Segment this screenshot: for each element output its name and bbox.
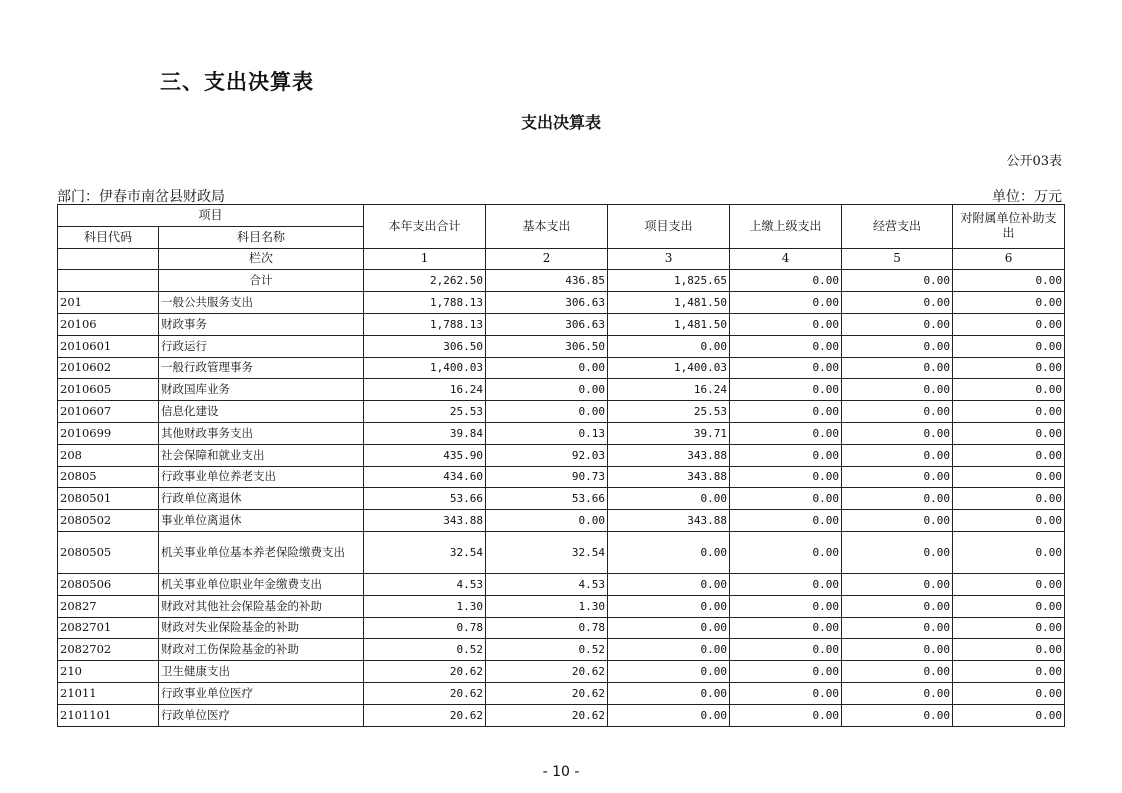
- cell-subsidy: 0.00: [953, 531, 1065, 573]
- cell-total: 343.88: [364, 510, 486, 532]
- cell-total: 20.62: [364, 661, 486, 683]
- index-5: 5: [842, 248, 953, 270]
- table-row: [58, 682, 1065, 704]
- index-6: 6: [953, 248, 1065, 270]
- cell-basic: 0.00: [486, 401, 608, 423]
- table-row: [58, 661, 1065, 683]
- cell-upper: 0.00: [730, 379, 842, 401]
- header-total: 本年支出合计: [364, 205, 486, 249]
- cell-name: 行政单位医疗: [159, 704, 364, 726]
- cell-upper: 0.00: [730, 704, 842, 726]
- cell-project: 25.53: [608, 401, 730, 423]
- section-title: 三、支出决算表: [160, 70, 314, 94]
- cell-code: 2080506: [58, 573, 159, 595]
- cell-project: 0.00: [608, 682, 730, 704]
- cell-name: 社会保障和就业支出: [159, 444, 364, 466]
- total-v6: 0.00: [953, 270, 1065, 292]
- cell-code: 2101101: [58, 704, 159, 726]
- cell-total: 4.53: [364, 573, 486, 595]
- cell-business: 0.00: [842, 292, 953, 314]
- cell-project: 0.00: [608, 704, 730, 726]
- cell-project: 0.00: [608, 661, 730, 683]
- total-v1: 2,262.50: [364, 270, 486, 292]
- cell-business: 0.00: [842, 510, 953, 532]
- cell-total: 32.54: [364, 531, 486, 573]
- cell-project: 16.24: [608, 379, 730, 401]
- cell-upper: 0.00: [730, 595, 842, 617]
- cell-total: 20.62: [364, 682, 486, 704]
- cell-business: 0.00: [842, 357, 953, 379]
- table-row: [58, 704, 1065, 726]
- cell-basic: 1.30: [486, 595, 608, 617]
- cell-basic: 0.52: [486, 639, 608, 661]
- index-label: 栏次: [159, 248, 364, 270]
- cell-total: 1.30: [364, 595, 486, 617]
- cell-upper: 0.00: [730, 682, 842, 704]
- cell-total: 39.84: [364, 422, 486, 444]
- cell-basic: 306.63: [486, 292, 608, 314]
- cell-project: 343.88: [608, 444, 730, 466]
- cell-code: 2010607: [58, 401, 159, 423]
- cell-project: 0.00: [608, 335, 730, 357]
- cell-upper: 0.00: [730, 510, 842, 532]
- cell-name: 信息化建设: [159, 401, 364, 423]
- cell-basic: 90.73: [486, 466, 608, 488]
- cell-name: 行政运行: [159, 335, 364, 357]
- cell-total: 20.62: [364, 704, 486, 726]
- cell-project: 1,400.03: [608, 357, 730, 379]
- index-1: 1: [364, 248, 486, 270]
- table-row: [58, 617, 1065, 639]
- cell-upper: 0.00: [730, 444, 842, 466]
- total-v2: 436.85: [486, 270, 608, 292]
- cell-subsidy: 0.00: [953, 444, 1065, 466]
- index-row: [58, 248, 1065, 270]
- cell-subsidy: 0.00: [953, 639, 1065, 661]
- cell-subsidy: 0.00: [953, 682, 1065, 704]
- cell-upper: 0.00: [730, 639, 842, 661]
- cell-subsidy: 0.00: [953, 292, 1065, 314]
- cell-subsidy: 0.00: [953, 595, 1065, 617]
- cell-project: 0.00: [608, 573, 730, 595]
- cell-total: 25.53: [364, 401, 486, 423]
- cell-total: 306.50: [364, 335, 486, 357]
- cell-name: 财政国库业务: [159, 379, 364, 401]
- cell-subsidy: 0.00: [953, 661, 1065, 683]
- cell-basic: 0.00: [486, 379, 608, 401]
- header-subsidy: 对附属单位补助支出: [953, 205, 1065, 249]
- cell-code: 2082702: [58, 639, 159, 661]
- table-row: [58, 639, 1065, 661]
- cell-upper: 0.00: [730, 466, 842, 488]
- total-row: [58, 270, 1065, 292]
- cell-basic: 20.62: [486, 682, 608, 704]
- index-blank: [58, 248, 159, 270]
- cell-name: 财政事务: [159, 313, 364, 335]
- cell-total: 0.78: [364, 617, 486, 639]
- cell-business: 0.00: [842, 444, 953, 466]
- cell-total: 1,788.13: [364, 292, 486, 314]
- total-v3: 1,825.65: [608, 270, 730, 292]
- table-row: [58, 466, 1065, 488]
- cell-code: 2080501: [58, 488, 159, 510]
- cell-project: 1,481.50: [608, 313, 730, 335]
- cell-upper: 0.00: [730, 617, 842, 639]
- cell-name: 财政对工伤保险基金的补助: [159, 639, 364, 661]
- cell-code: 20106: [58, 313, 159, 335]
- cell-total: 0.52: [364, 639, 486, 661]
- cell-name: 卫生健康支出: [159, 661, 364, 683]
- table-row: [58, 488, 1065, 510]
- cell-business: 0.00: [842, 422, 953, 444]
- table-row: [58, 531, 1065, 573]
- total-blank: [58, 270, 159, 292]
- cell-basic: 32.54: [486, 531, 608, 573]
- cell-project: 0.00: [608, 595, 730, 617]
- cell-name: 行政单位离退休: [159, 488, 364, 510]
- cell-upper: 0.00: [730, 661, 842, 683]
- index-2: 2: [486, 248, 608, 270]
- total-v4: 0.00: [730, 270, 842, 292]
- cell-upper: 0.00: [730, 335, 842, 357]
- expenditure-table: [57, 204, 1065, 727]
- cell-subsidy: 0.00: [953, 466, 1065, 488]
- header-upper: 上缴上级支出: [730, 205, 842, 249]
- cell-code: 208: [58, 444, 159, 466]
- cell-upper: 0.00: [730, 573, 842, 595]
- header-business: 经营支出: [842, 205, 953, 249]
- cell-basic: 0.00: [486, 357, 608, 379]
- cell-name: 行政事业单位医疗: [159, 682, 364, 704]
- cell-basic: 92.03: [486, 444, 608, 466]
- form-code: 公开03表: [1006, 154, 1062, 169]
- cell-total: 1,400.03: [364, 357, 486, 379]
- cell-project: 1,481.50: [608, 292, 730, 314]
- cell-business: 0.00: [842, 379, 953, 401]
- cell-code: 2010602: [58, 357, 159, 379]
- cell-project: 343.88: [608, 466, 730, 488]
- cell-subsidy: 0.00: [953, 379, 1065, 401]
- cell-subsidy: 0.00: [953, 401, 1065, 423]
- cell-total: 53.66: [364, 488, 486, 510]
- cell-code: 2080502: [58, 510, 159, 532]
- header-project: 项目支出: [608, 205, 730, 249]
- total-label: 合计: [159, 270, 364, 292]
- cell-subsidy: 0.00: [953, 335, 1065, 357]
- cell-name: 财政对其他社会保险基金的补助: [159, 595, 364, 617]
- cell-business: 0.00: [842, 639, 953, 661]
- cell-basic: 20.62: [486, 704, 608, 726]
- table-row: [58, 444, 1065, 466]
- cell-basic: 0.00: [486, 510, 608, 532]
- cell-code: 2010699: [58, 422, 159, 444]
- table-title: 支出决算表: [520, 113, 601, 132]
- cell-business: 0.00: [842, 682, 953, 704]
- cell-basic: 4.53: [486, 573, 608, 595]
- cell-project: 0.00: [608, 531, 730, 573]
- cell-subsidy: 0.00: [953, 488, 1065, 510]
- total-v5: 0.00: [842, 270, 953, 292]
- cell-name: 一般行政管理事务: [159, 357, 364, 379]
- cell-upper: 0.00: [730, 531, 842, 573]
- cell-subsidy: 0.00: [953, 422, 1065, 444]
- table-row: [58, 573, 1065, 595]
- unit-label: 单位：万元: [992, 189, 1062, 205]
- cell-business: 0.00: [842, 617, 953, 639]
- cell-code: 20805: [58, 466, 159, 488]
- department-label: 部门：伊春市南岔县财政局: [57, 189, 225, 205]
- cell-code: 2080505: [58, 531, 159, 573]
- cell-upper: 0.00: [730, 488, 842, 510]
- page-number: - 10 -: [542, 764, 580, 780]
- index-3: 3: [608, 248, 730, 270]
- cell-upper: 0.00: [730, 401, 842, 423]
- cell-name: 财政对失业保险基金的补助: [159, 617, 364, 639]
- cell-business: 0.00: [842, 488, 953, 510]
- cell-name: 事业单位离退休: [159, 510, 364, 532]
- cell-upper: 0.00: [730, 422, 842, 444]
- cell-total: 1,788.13: [364, 313, 486, 335]
- cell-code: 201: [58, 292, 159, 314]
- cell-code: 20827: [58, 595, 159, 617]
- table-row: [58, 335, 1065, 357]
- cell-total: 435.90: [364, 444, 486, 466]
- cell-project: 39.71: [608, 422, 730, 444]
- table-row: [58, 595, 1065, 617]
- cell-project: 0.00: [608, 639, 730, 661]
- cell-subsidy: 0.00: [953, 617, 1065, 639]
- table-row: [58, 292, 1065, 314]
- cell-project: 343.88: [608, 510, 730, 532]
- cell-business: 0.00: [842, 573, 953, 595]
- cell-subsidy: 0.00: [953, 313, 1065, 335]
- header-name: 科目名称: [159, 226, 364, 248]
- table-row: [58, 401, 1065, 423]
- table-row: [58, 313, 1065, 335]
- cell-business: 0.00: [842, 661, 953, 683]
- header-basic: 基本支出: [486, 205, 608, 249]
- cell-code: 21011: [58, 682, 159, 704]
- cell-project: 0.00: [608, 488, 730, 510]
- cell-name: 机关事业单位职业年金缴费支出: [159, 573, 364, 595]
- table-row: [58, 357, 1065, 379]
- cell-total: 434.60: [364, 466, 486, 488]
- cell-basic: 0.78: [486, 617, 608, 639]
- cell-subsidy: 0.00: [953, 357, 1065, 379]
- cell-project: 0.00: [608, 617, 730, 639]
- cell-basic: 53.66: [486, 488, 608, 510]
- header-item: 项目: [58, 205, 364, 227]
- cell-code: 2082701: [58, 617, 159, 639]
- table-row: [58, 379, 1065, 401]
- cell-name: 其他财政事务支出: [159, 422, 364, 444]
- cell-business: 0.00: [842, 401, 953, 423]
- cell-subsidy: 0.00: [953, 573, 1065, 595]
- index-4: 4: [730, 248, 842, 270]
- cell-subsidy: 0.00: [953, 510, 1065, 532]
- cell-total: 16.24: [364, 379, 486, 401]
- cell-code: 2010605: [58, 379, 159, 401]
- cell-business: 0.00: [842, 595, 953, 617]
- table-row: [58, 422, 1065, 444]
- header-code: 科目代码: [58, 226, 159, 248]
- cell-name: 一般公共服务支出: [159, 292, 364, 314]
- cell-name: 机关事业单位基本养老保险缴费支出: [159, 531, 364, 573]
- cell-business: 0.00: [842, 466, 953, 488]
- cell-basic: 306.63: [486, 313, 608, 335]
- cell-basic: 306.50: [486, 335, 608, 357]
- cell-subsidy: 0.00: [953, 704, 1065, 726]
- cell-business: 0.00: [842, 531, 953, 573]
- cell-upper: 0.00: [730, 292, 842, 314]
- cell-business: 0.00: [842, 313, 953, 335]
- cell-code: 210: [58, 661, 159, 683]
- cell-upper: 0.00: [730, 357, 842, 379]
- cell-code: 2010601: [58, 335, 159, 357]
- cell-business: 0.00: [842, 704, 953, 726]
- cell-business: 0.00: [842, 335, 953, 357]
- table-row: [58, 510, 1065, 532]
- cell-upper: 0.00: [730, 313, 842, 335]
- cell-basic: 0.13: [486, 422, 608, 444]
- cell-name: 行政事业单位养老支出: [159, 466, 364, 488]
- cell-basic: 20.62: [486, 661, 608, 683]
